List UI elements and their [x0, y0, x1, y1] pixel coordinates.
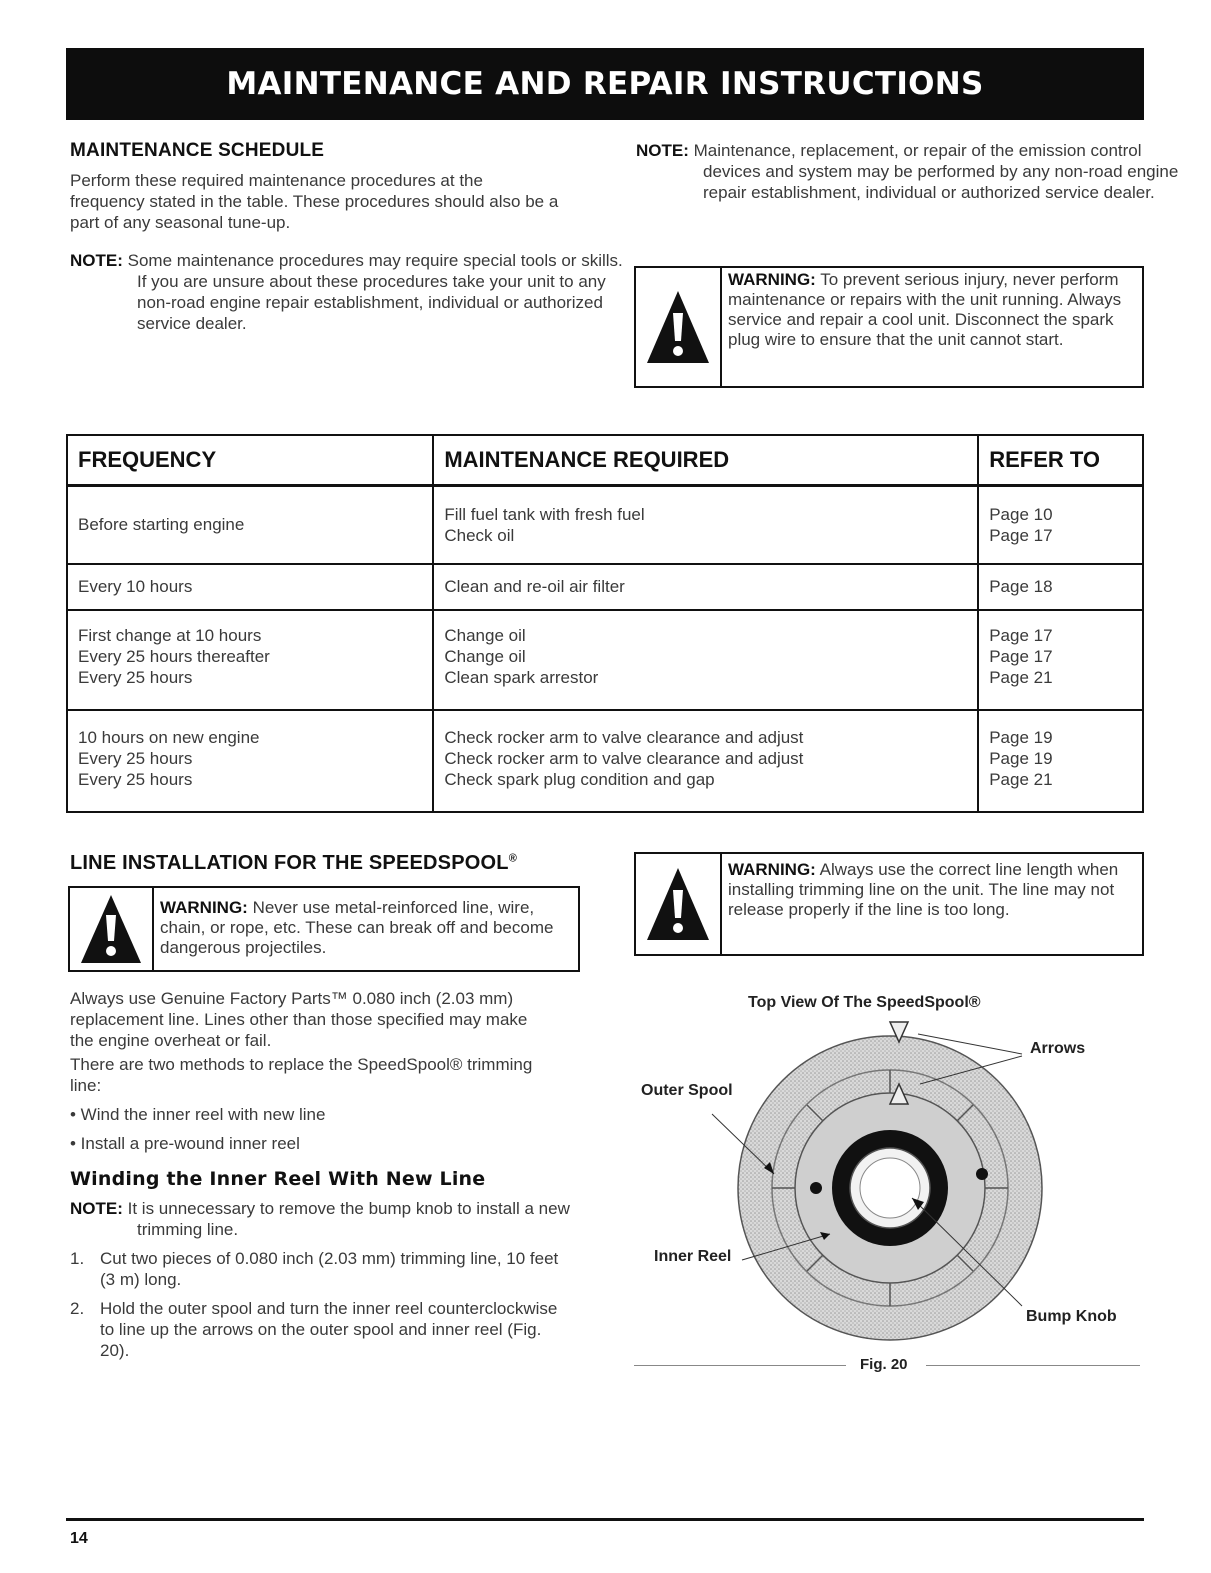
- header-frequency: FREQUENCY: [67, 435, 433, 486]
- frequency-cell: [67, 710, 433, 812]
- frequency-text: 10 hours on new engine: [78, 727, 260, 747]
- table-row: [67, 486, 1143, 564]
- winding-subheading: Winding the Inner Reel With New Line: [70, 1168, 486, 1190]
- caption-rule-right: [926, 1365, 1140, 1366]
- note-label: NOTE:: [70, 251, 123, 270]
- label-inner-reel: Inner Reel: [654, 1248, 732, 1265]
- note-label: NOTE:: [636, 141, 689, 160]
- figure-caption: Fig. 20: [860, 1356, 908, 1373]
- step-number: 2.: [70, 1299, 85, 1318]
- maintenance-cell: [433, 710, 978, 812]
- frequency-text: Every 10 hours: [78, 577, 193, 596]
- warning-box: [634, 852, 1144, 956]
- label-arrows: Arrows: [1030, 1040, 1086, 1057]
- maintenance-text: Fill fuel tank with fresh fuel: [444, 504, 645, 524]
- maintenance-text: Check oil: [444, 525, 515, 545]
- frequency-text: Every 25 hours: [78, 769, 193, 789]
- warning-text: Never use metal-reinforced line, wire, chain, or rope, etc. These can break off and become dangerous projectiles.: [160, 898, 554, 957]
- caption-rule-left: [634, 1365, 846, 1366]
- step-text: Cut two pieces of 0.080 inch (2.03 mm) trimming line, 10 feet (3 m) long.: [100, 1249, 559, 1289]
- note-text: Maintenance, replacement, or repair of the emission control devices and system may be performed by any non-road engine repair establishment, individual or authorized service dealer.: [693, 141, 1179, 202]
- frequency-text: First change at 10 hours: [78, 625, 262, 645]
- header-maintenance-required: MAINTENANCE REQUIRED: [433, 435, 978, 486]
- winding-note: [70, 1198, 627, 1240]
- table-row: [67, 710, 1143, 812]
- frequency-text: Before starting engine: [78, 515, 245, 535]
- note-label: NOTE:: [70, 1199, 123, 1218]
- maintenance-schedule-heading: MAINTENANCE SCHEDULE: [70, 140, 325, 161]
- frequency-cell: [67, 564, 433, 610]
- maintenance-table: [66, 434, 1144, 813]
- list-item: [70, 1298, 560, 1361]
- warning-box: [68, 886, 580, 972]
- refer-text: Page 18: [989, 577, 1053, 596]
- maintenance-text: Change oil: [444, 625, 526, 645]
- refer-text: Page 17: [989, 646, 1053, 666]
- maintenance-text: Check spark plug condition and gap: [444, 769, 715, 789]
- emission-note: [636, 140, 1203, 203]
- refer-text: Page 21: [989, 769, 1053, 789]
- maintenance-cell: [433, 564, 978, 610]
- frequency-cell: [67, 486, 433, 564]
- line-installation-heading-text: LINE INSTALLATION FOR THE SPEEDSPOOL: [70, 852, 509, 874]
- line-installation-heading: [70, 852, 517, 875]
- maintenance-text: Clean and re-oil air filter: [444, 577, 625, 596]
- footer-rule: [66, 1518, 1144, 1521]
- bullet-item: • Wind the inner reel with new line: [70, 1105, 326, 1124]
- page-number: 14: [70, 1530, 88, 1547]
- inner-reel: [772, 1070, 1008, 1306]
- note-text: It is unnecessary to remove the bump knob to install a new trimming line.: [127, 1199, 570, 1239]
- warning-icon: [636, 854, 722, 954]
- warning-label: WARNING:: [160, 898, 248, 917]
- warning-icon: [70, 888, 154, 970]
- warning-icon: [636, 268, 722, 386]
- table-header-row: [67, 435, 1143, 486]
- maintenance-text: Clean spark arrestor: [444, 667, 599, 687]
- warning-text: To prevent serious injury, never perform maintenance or repairs with the unit running. Always service and repair a cool unit. Disconnect the spark plug wire to ensure that the unit cannot start.: [728, 270, 1122, 349]
- refer-cell: [978, 710, 1143, 812]
- schedule-intro: Perform these required maintenance procedures at the frequency stated in the table. These procedures should also be a part of any seasonal tune-up.: [70, 171, 559, 232]
- warning-text-block: [722, 268, 1142, 386]
- refer-text: Page 19: [989, 727, 1053, 747]
- registered-mark: ®: [508, 852, 518, 865]
- warning-label: WARNING:: [728, 270, 816, 289]
- speedspool-figure: [630, 1020, 1144, 1350]
- maintenance-text: Check rocker arm to valve clearance and adjust: [444, 748, 804, 768]
- list-item: [70, 1248, 560, 1290]
- refer-text: Page 17: [989, 625, 1053, 645]
- frequency-text: Every 25 hours thereafter: [78, 646, 270, 666]
- genuine-parts-paragraph: Always use Genuine Factory Parts™ 0.080 inch (2.03 mm) replacement line. Lines other than those specified may make the engine overheat or fail.: [70, 989, 528, 1050]
- refer-text: Page 17: [989, 525, 1053, 545]
- steps-list: [70, 1248, 560, 1361]
- schedule-note: [70, 250, 635, 334]
- step-number: 1.: [70, 1249, 85, 1268]
- refer-cell: [978, 610, 1143, 710]
- methods-paragraph: There are two methods to replace the SpeedSpool® trimming line:: [70, 1055, 533, 1095]
- refer-cell: [978, 486, 1143, 564]
- warning-label: WARNING:: [728, 860, 816, 879]
- table-row: [67, 610, 1143, 710]
- maintenance-cell: [433, 610, 978, 710]
- table-row: [67, 564, 1143, 610]
- label-outer-spool: Outer Spool: [641, 1082, 733, 1099]
- warning-box: [634, 266, 1144, 388]
- figure-title: Top View Of The SpeedSpool®: [748, 994, 981, 1011]
- refer-text: Page 21: [989, 667, 1053, 687]
- frequency-text: Every 25 hours: [78, 667, 193, 687]
- label-bump-knob: Bump Knob: [1026, 1308, 1117, 1325]
- maintenance-cell: [433, 486, 978, 564]
- warning-text-block: [722, 854, 1142, 954]
- warning-text-block: [154, 888, 578, 970]
- step-text: Hold the outer spool and turn the inner reel counterclockwise to line up the arrows on the outer spool and inner reel (Fig. 20).: [100, 1299, 558, 1360]
- bullet-item: • Install a pre-wound inner reel: [70, 1134, 300, 1153]
- refer-text: Page 19: [989, 748, 1053, 768]
- refer-cell: [978, 564, 1143, 610]
- frequency-cell: [67, 610, 433, 710]
- refer-text: Page 10: [989, 504, 1053, 524]
- maintenance-text: Check rocker arm to valve clearance and adjust: [444, 727, 804, 747]
- note-text: Some maintenance procedures may require special tools or skills. If you are unsure about these procedures take your unit to any non-road engine repair establishment, individual or authorized service dealer.: [127, 251, 623, 333]
- frequency-text: Every 25 hours: [78, 748, 193, 768]
- maintenance-text: Change oil: [444, 646, 526, 666]
- header-refer-to: REFER TO: [978, 435, 1143, 486]
- page-banner: MAINTENANCE AND REPAIR INSTRUCTIONS: [66, 48, 1144, 120]
- warning-text: Always use the correct line length when installing trimming line on the unit. The line may not release properly if the line is too long.: [728, 860, 1119, 919]
